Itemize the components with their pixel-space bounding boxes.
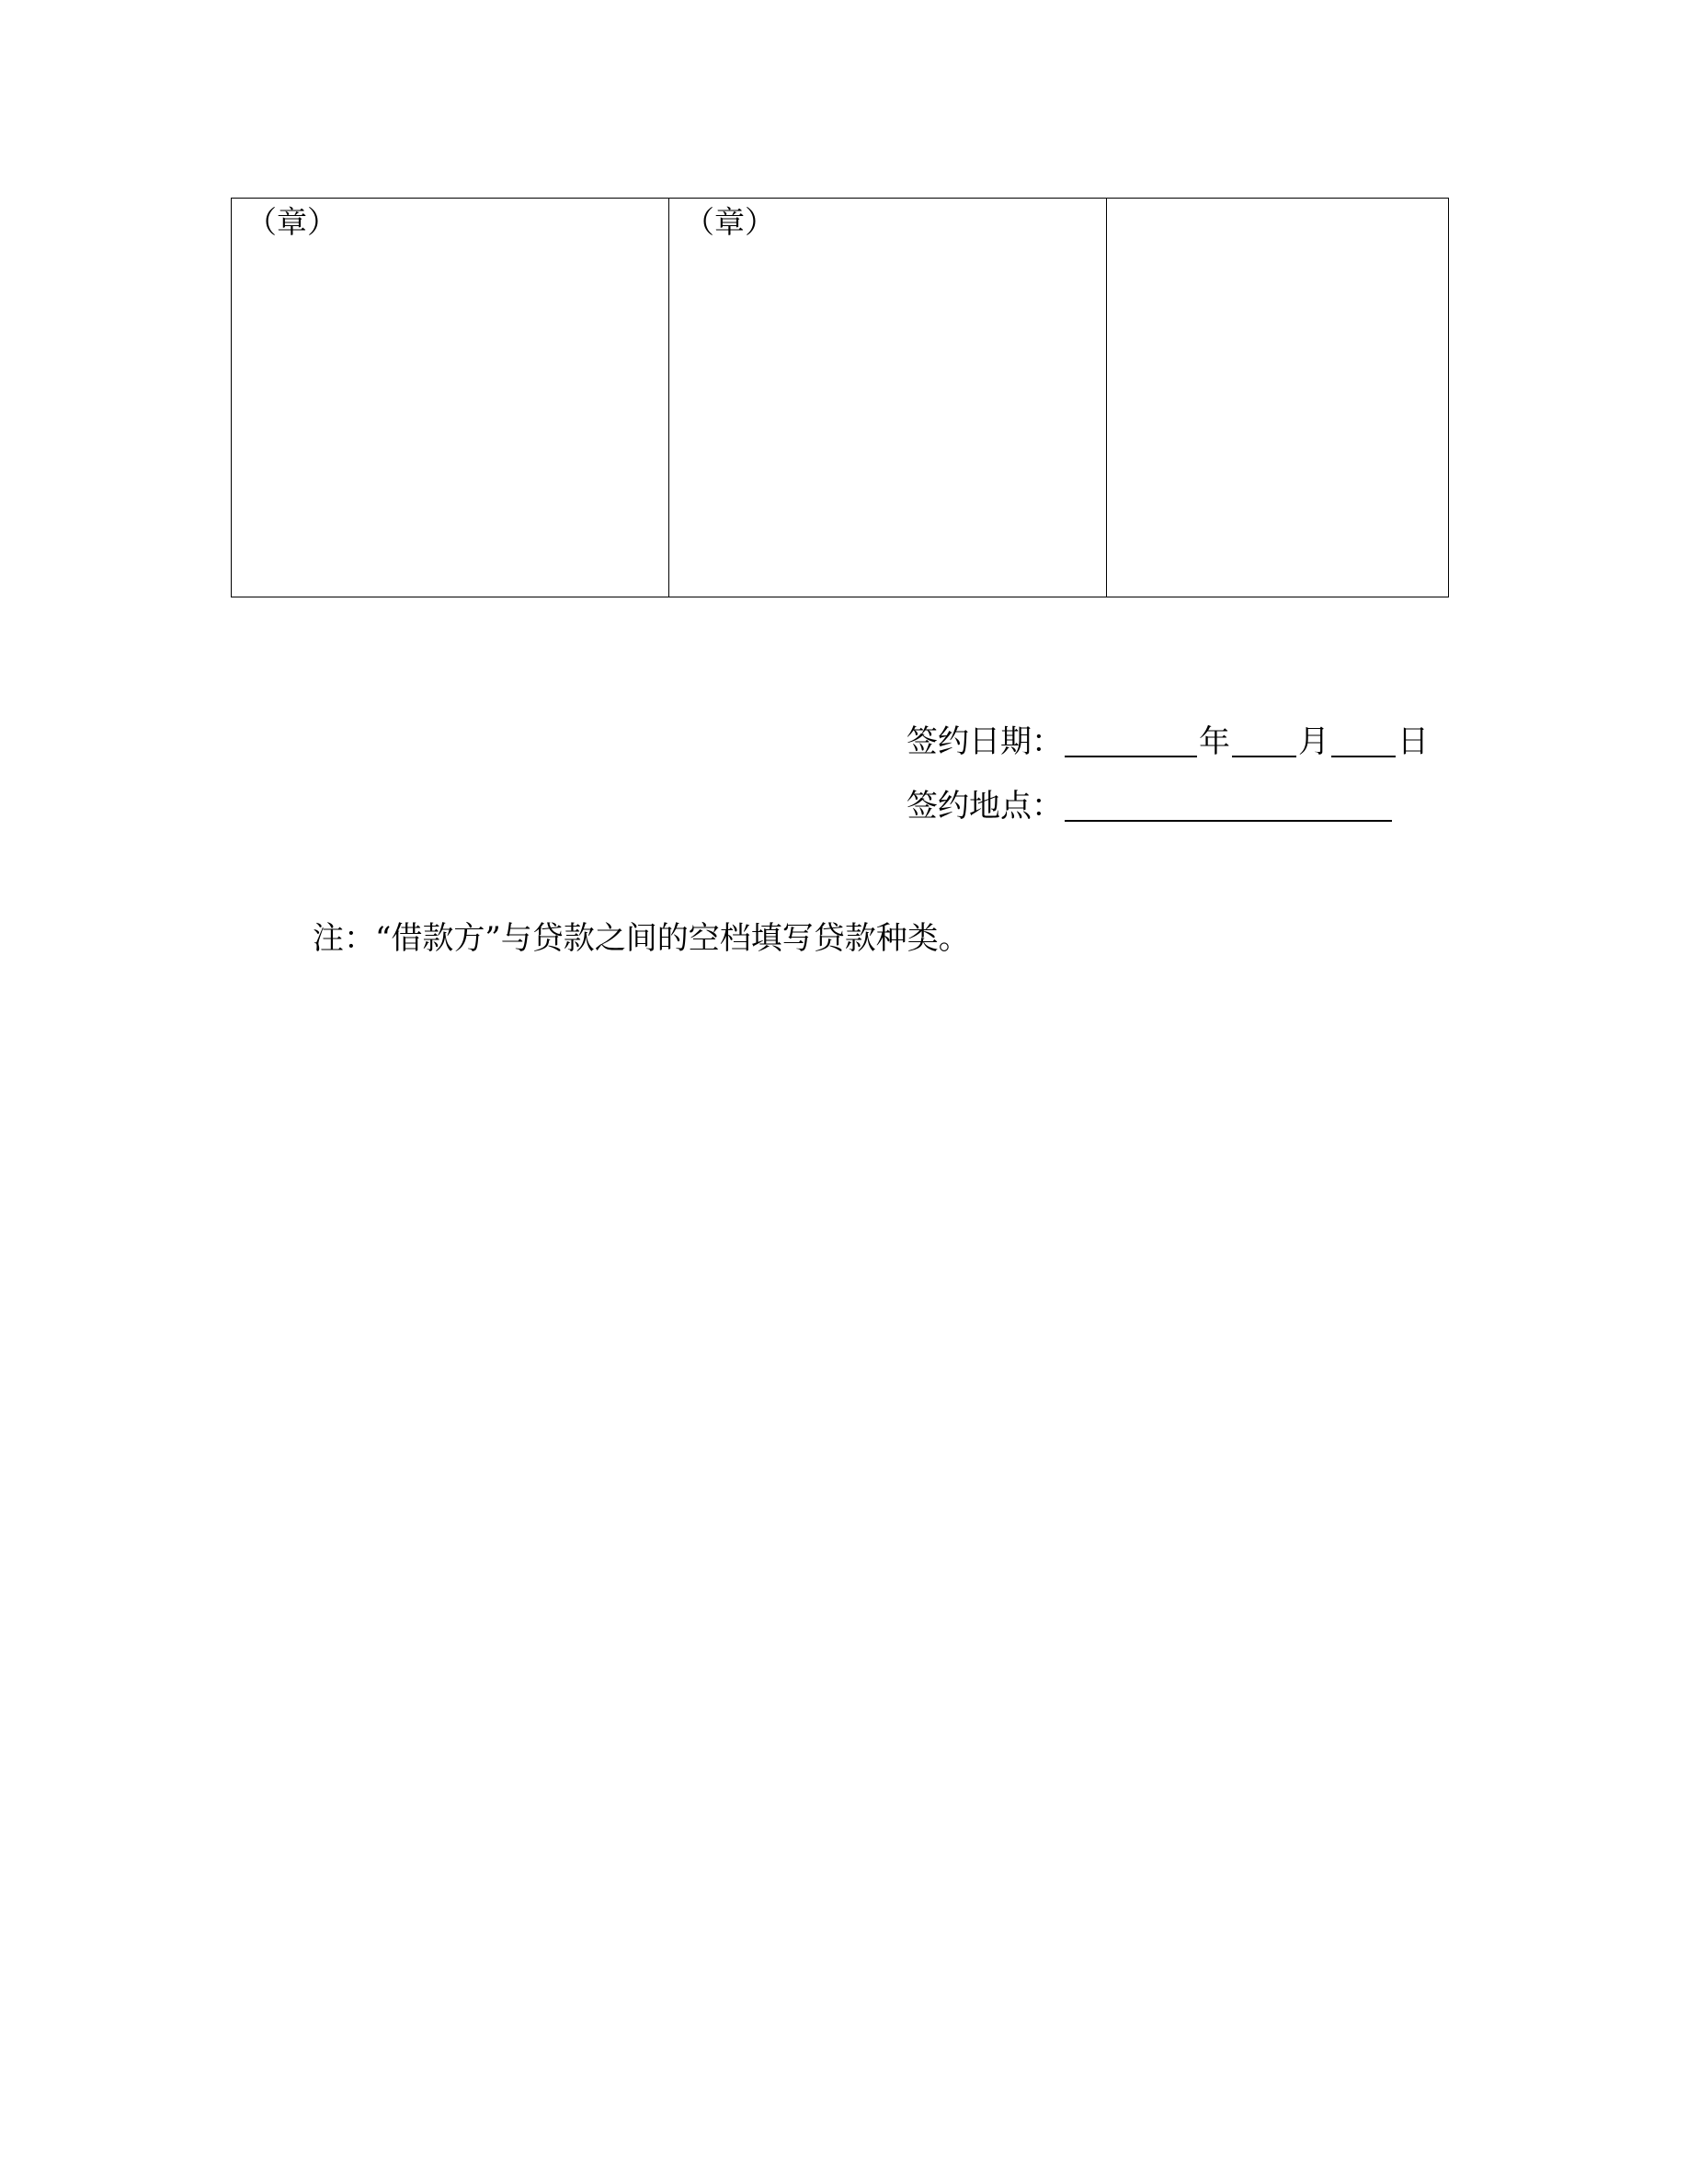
signature-row	[232, 199, 1449, 597]
place-blank[interactable]	[1065, 792, 1392, 822]
signing-place-line	[907, 788, 1429, 825]
signature-table	[231, 198, 1449, 597]
year-unit: 年	[1199, 723, 1230, 760]
footnote: 注：“借款方”与贷款之间的空档填写贷款种类。	[313, 920, 970, 957]
seal-label: （章）	[684, 204, 775, 240]
signing-info	[907, 723, 1429, 825]
signing-place-label: 签约地点：	[907, 788, 1063, 825]
seal-label: （章）	[246, 204, 337, 240]
month-unit: 月	[1298, 723, 1329, 760]
month-blank[interactable]	[1232, 728, 1296, 757]
signature-cell-3	[1107, 199, 1449, 597]
signing-date-line	[907, 723, 1429, 760]
day-unit: 日	[1397, 723, 1429, 760]
day-blank[interactable]	[1331, 728, 1396, 757]
signature-cell-1	[232, 199, 669, 597]
year-blank[interactable]	[1065, 728, 1197, 757]
signing-date-label: 签约日期：	[907, 723, 1063, 760]
signature-cell-2	[669, 199, 1107, 597]
